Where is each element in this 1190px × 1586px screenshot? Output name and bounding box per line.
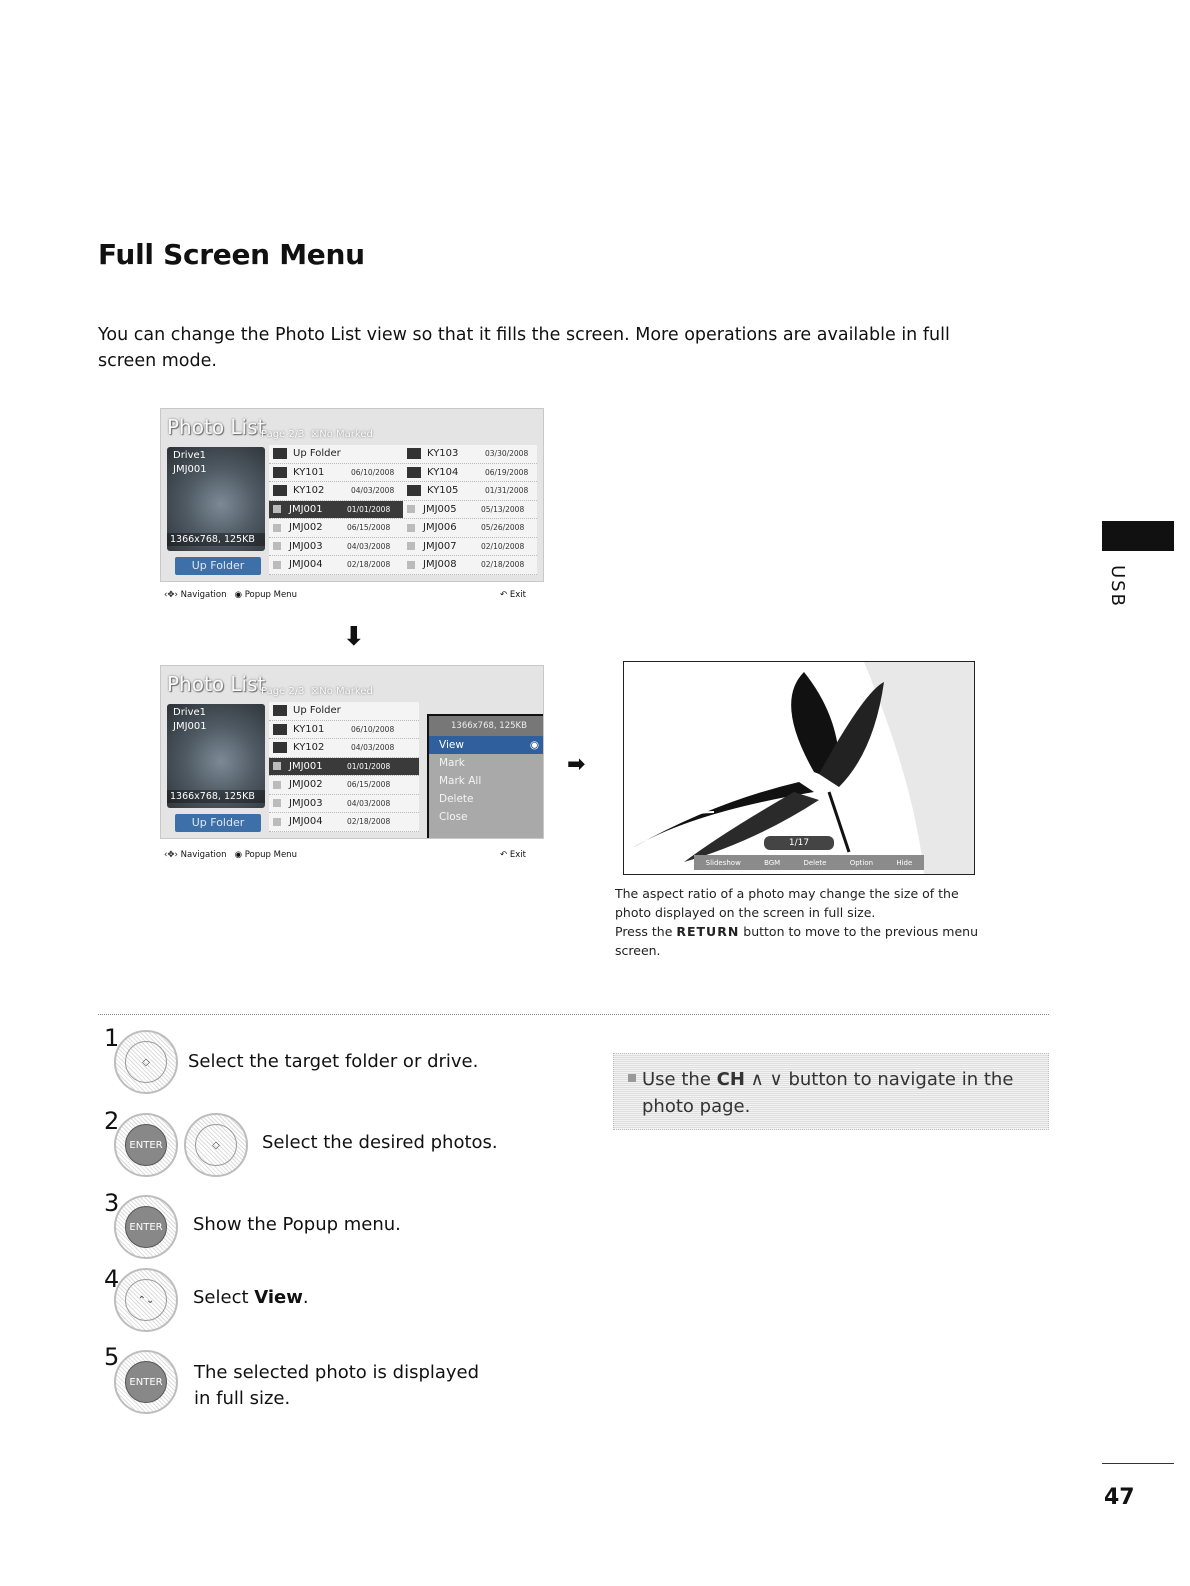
arrow-right-icon: ➡ <box>567 752 586 777</box>
page-info: Page 2/3 ⊠No Marked <box>261 686 373 697</box>
step-text: The selected photo is displayed in full size. <box>194 1362 480 1409</box>
photo-icon <box>273 505 281 513</box>
list-item[interactable]: KY101 06/10/2008 <box>269 721 419 739</box>
popup-item-mark[interactable]: Mark <box>439 757 465 769</box>
photo-icon <box>273 561 281 569</box>
folder-icon <box>273 724 287 735</box>
up-folder-button[interactable]: Up Folder <box>175 814 261 832</box>
photo-icon <box>273 781 281 789</box>
folder-icon <box>407 467 421 478</box>
photo-icon <box>407 524 415 532</box>
folder-icon <box>273 467 287 478</box>
popup-header: 1366x768, 125KB <box>429 716 544 736</box>
step-number: 1 <box>104 1024 120 1052</box>
list-item[interactable]: JMJ006 05/26/2008 <box>403 519 537 537</box>
list-item[interactable]: JMJ003 04/03/2008 <box>269 538 403 556</box>
photo-list-header: Photo List <box>167 672 266 696</box>
page-info: Page 2/3 ⊠No Marked <box>261 429 373 440</box>
enter-icon: ◉ <box>234 850 243 860</box>
option-button[interactable]: Option <box>849 858 874 867</box>
photo-icon <box>273 818 281 826</box>
photo-icon <box>273 762 281 770</box>
list-item[interactable]: KY105 01/31/2008 <box>403 482 537 500</box>
list-item[interactable]: KY102 04/03/2008 <box>269 739 419 757</box>
exit-hint: ↶ Exit <box>500 850 526 860</box>
list-item[interactable]: Up Folder <box>269 445 403 463</box>
enter-icon: ◉ <box>234 590 243 600</box>
list-item[interactable]: JMJ008 02/18/2008 <box>403 556 537 574</box>
nav-hint-bar: ‹✥› Navigation ◉ Popup Menu <box>164 850 297 860</box>
photo-caption: The aspect ratio of a photo may change the size of the photo displayed on the screen in full size. Press the RETURN button to move to the previous menu screen. <box>615 886 979 958</box>
return-icon: ↶ <box>500 590 508 600</box>
up-down-button-icon: ⌃⌄ <box>114 1268 178 1332</box>
divider <box>98 1014 1049 1015</box>
fullscreen-photo <box>623 661 975 875</box>
resolution-label: 1366x768, 125KB <box>167 790 265 803</box>
photo-list-panel-1 <box>160 408 544 582</box>
section-label: USB <box>1107 565 1128 608</box>
list-item[interactable]: JMJ004 02/18/2008 <box>269 556 403 574</box>
resolution-label: 1366x768, 125KB <box>167 533 265 546</box>
photo-counter: 1/17 <box>764 836 834 850</box>
delete-button[interactable]: Delete <box>803 858 827 867</box>
photo-icon <box>273 542 281 550</box>
nav-button-icon: ◇ <box>114 1030 178 1094</box>
photo-icon <box>407 561 415 569</box>
list-item-selected[interactable]: JMJ001 01/01/2008 <box>269 501 403 519</box>
enter-button-icon: ENTER <box>114 1350 178 1414</box>
popup-item-mark-all[interactable]: Mark All <box>439 775 482 787</box>
list-item[interactable]: JMJ002 06/15/2008 <box>269 776 419 794</box>
page-number: 47 <box>1104 1485 1135 1510</box>
folder-icon <box>407 485 421 496</box>
page-number-rule <box>1102 1463 1174 1464</box>
photo-icon <box>273 799 281 807</box>
photo-icon <box>273 524 281 532</box>
bgm-button[interactable]: BGM <box>764 858 781 867</box>
nav-hint-bar: ‹✥› Navigation ◉ Popup Menu <box>164 590 297 600</box>
folder-icon <box>273 485 287 496</box>
folder-icon <box>273 448 287 459</box>
navigation-icon: ‹✥› <box>164 590 178 600</box>
step-number: 5 <box>104 1343 120 1371</box>
popup-item-view[interactable]: View ◉ <box>429 736 544 754</box>
intro-text: You can change the Photo List view so that it fills the screen. More operations are available in full screen mode. <box>98 325 950 371</box>
list-item-selected[interactable]: JMJ001 01/01/2008 <box>269 758 419 776</box>
nav-button-icon: ◇ <box>184 1113 248 1177</box>
popup-item-close[interactable]: Close <box>439 811 468 823</box>
list-item[interactable]: KY101 06/10/2008 <box>269 464 403 482</box>
step-number: 2 <box>104 1107 120 1135</box>
list-item[interactable]: Up Folder <box>269 702 419 720</box>
folder-icon <box>273 705 287 716</box>
file-list <box>269 445 537 575</box>
step-text: Select the target folder or drive. <box>188 1051 479 1072</box>
step-number: 3 <box>104 1189 120 1217</box>
list-item[interactable]: KY103 03/30/2008 <box>403 445 537 463</box>
list-item[interactable]: JMJ007 02/10/2008 <box>403 538 537 556</box>
popup-item-delete[interactable]: Delete <box>439 793 474 805</box>
exit-hint: ↶ Exit <box>500 590 526 600</box>
step-text: Show the Popup menu. <box>193 1214 401 1235</box>
tip-box: Use the CH ∧ ∨ button to navigate in the photo page. <box>613 1053 1049 1130</box>
page-title: Full Screen Menu <box>98 238 365 271</box>
section-tab <box>1102 521 1174 551</box>
popup-menu <box>427 714 544 839</box>
list-item[interactable]: JMJ002 06/15/2008 <box>269 519 403 537</box>
list-item[interactable]: KY102 04/03/2008 <box>269 482 403 500</box>
hide-button[interactable]: Hide <box>896 858 913 867</box>
photo-icon <box>407 505 415 513</box>
list-item[interactable]: JMJ004 02/18/2008 <box>269 813 419 831</box>
up-folder-button[interactable]: Up Folder <box>175 557 261 575</box>
return-icon: ↶ <box>500 850 508 860</box>
step-text: Select View. <box>193 1287 309 1308</box>
list-item[interactable]: KY104 06/19/2008 <box>403 464 537 482</box>
list-item[interactable]: JMJ003 04/03/2008 <box>269 795 419 813</box>
photo-icon <box>407 542 415 550</box>
slideshow-button[interactable]: Slideshow <box>705 858 741 867</box>
folder-icon <box>273 742 287 753</box>
file-list <box>269 702 419 832</box>
enter-button-icon: ENTER <box>114 1195 178 1259</box>
step-number: 4 <box>104 1265 120 1293</box>
photo-list-header: Photo List <box>167 415 266 439</box>
fullscreen-control-bar <box>694 855 924 870</box>
bullet-icon <box>628 1074 636 1082</box>
drive-info: Drive1 JMJ001 <box>173 707 207 732</box>
enter-icon: ◉ <box>529 739 539 751</box>
folder-icon <box>407 448 421 459</box>
enter-button-icon: ENTER <box>114 1113 178 1177</box>
step-text: Select the desired photos. <box>262 1132 498 1153</box>
arrow-down-icon: ⬇ <box>343 622 365 652</box>
photo-list-panel-2 <box>160 665 544 839</box>
drive-info: Drive1 JMJ001 <box>173 450 207 475</box>
navigation-icon: ‹✥› <box>164 850 178 860</box>
list-item[interactable]: JMJ005 05/13/2008 <box>403 501 537 519</box>
